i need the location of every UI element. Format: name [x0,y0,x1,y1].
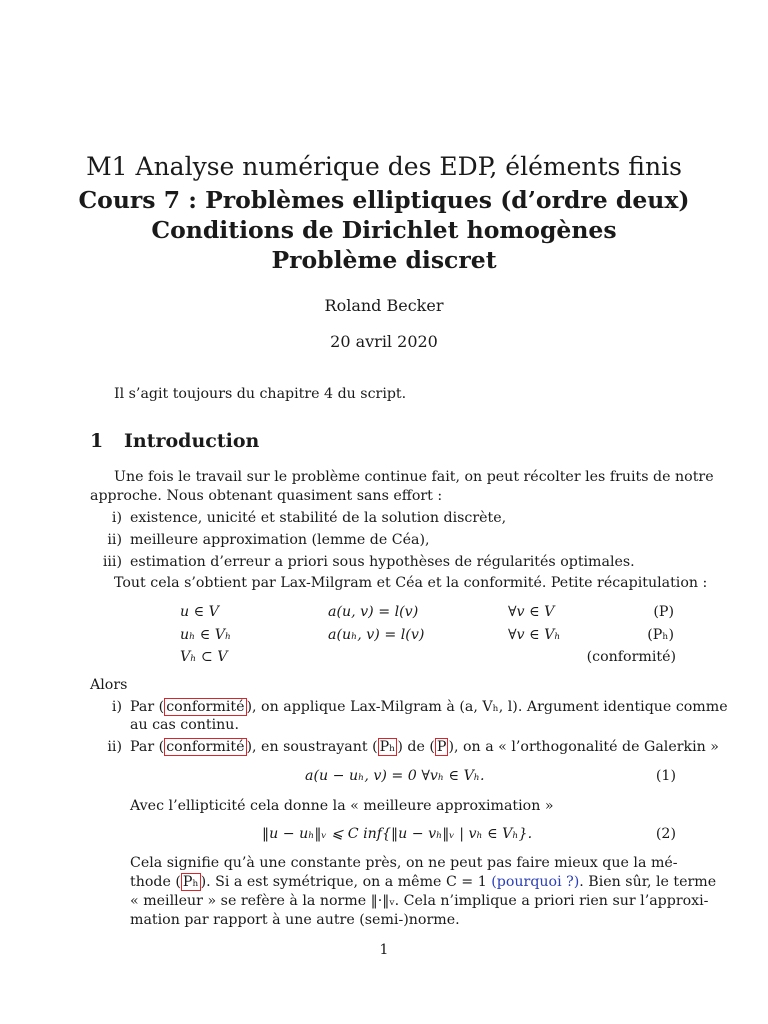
system-r1-quantifier: ∀v ∈ V [508,604,555,620]
system-r2-space: uₕ ∈ Vₕ [180,627,232,643]
text-span: ), on a « l’orthogonalité de Galerkin » [448,739,719,755]
item-i-line2: au cas continu. [130,717,239,733]
equation-1: a(u − uₕ, v) = 0 ∀vₕ ∈ Vₕ. [305,768,485,784]
system-r3-inclusion: Vₕ ⊂ V [180,649,228,665]
equation-2-tag: (2) [655,826,676,842]
ph-ref-link[interactable]: Pₕ [379,739,396,755]
system-r2-equation: a(uₕ, v) = l(v) [328,627,425,643]
text-span: thode ( [130,874,181,890]
para1-line2: approche. Nous obtenant quasiment sans effort : [90,488,443,504]
page-number: 1 [379,942,389,958]
text-span: ), on applique Lax-Milgram à (a, Vₕ, l). Argument identique comme [246,699,728,715]
author: Roland Becker [324,296,444,315]
list-marker: i) [111,699,122,715]
text-span: Par ( [130,739,165,755]
text-span: ) de ( [397,739,435,755]
equation-1-tag: (1) [655,768,676,784]
recap-text: Tout cela s’obtient par Lax-Milgram et Céa et la conformité. Petite récapitulation : [114,575,708,591]
system-r1-equation: a(u, v) = l(v) [328,604,419,620]
conformite-ref-link[interactable]: conformité [166,739,245,755]
title-line-4: Problème discret [271,246,497,274]
ph-ref-link[interactable]: Pₕ [182,874,199,890]
list-marker: iii) [102,554,122,570]
final-line1: Cela signifie qu’à une constante près, on ne peut pas faire mieux que la mé- [130,855,678,871]
system-r2-tag: (Pₕ) [647,627,674,643]
system-r3-tag: (conformité) [586,649,676,665]
list-marker: ii) [107,739,122,755]
alors-text: Alors [90,677,128,693]
text-span: ). Si a est symétrique, on a même C = 1 [200,874,492,890]
final-line2 [130,872,716,892]
section-heading [90,430,259,452]
section-title: Introduction [124,430,260,452]
para1-line1: Une fois le travail sur le problème continue fait, on peut récolter les fruits de notre [114,469,714,485]
list-item: existence, unicité et stabilité de la solution discrète, [130,510,507,526]
list-item: estimation d’erreur a priori sous hypothèses de régularités optimales. [130,554,635,570]
date: 20 avril 2020 [330,332,438,351]
ellipticity-text: Avec l’ellipticité cela donne la « meilleure approximation » [130,798,554,814]
final-line3: « meilleur » se refère à la norme ‖·‖ᵥ. Cela n’implique a priori rien sur l’approxi- [130,893,709,909]
section-number: 1 [90,430,104,452]
list-item: meilleure approximation (lemme de Céa), [130,532,430,548]
list-marker: i) [111,510,122,526]
system-r2-quantifier: ∀v ∈ Vₕ [508,627,561,643]
text-span: Par ( [130,699,165,715]
equation-2: ‖u − uₕ‖ᵥ ⩽ C inf{‖u − vₕ‖ᵥ | vₕ ∈ Vₕ}. [262,826,533,842]
intro-note: Il s’agit toujours du chapitre 4 du script. [114,386,407,402]
text-span: . Bien sûr, le terme [579,874,717,890]
item-ii-line1 [130,737,719,757]
title-line-3: Conditions de Dirichlet homogènes [151,216,617,244]
system-r1-tag: (P) [653,604,674,620]
final-line4: mation par rapport à une autre (semi-)norme. [130,912,460,928]
title-line-2: Cours 7 : Problèmes elliptiques (d’ordre deux) [78,186,690,214]
title-line-1: M1 Analyse numérique des EDP, éléments finis [86,152,682,181]
conformite-ref-link[interactable]: conformité [166,699,245,715]
p-ref-link[interactable]: P [436,739,447,755]
text-span: ), en soustrayant ( [246,739,378,755]
pourquoi-link[interactable]: (pourquoi ?) [491,874,580,890]
item-i-line1 [130,697,728,717]
list-marker: ii) [107,532,122,548]
system-r1-space: u ∈ V [180,604,219,620]
